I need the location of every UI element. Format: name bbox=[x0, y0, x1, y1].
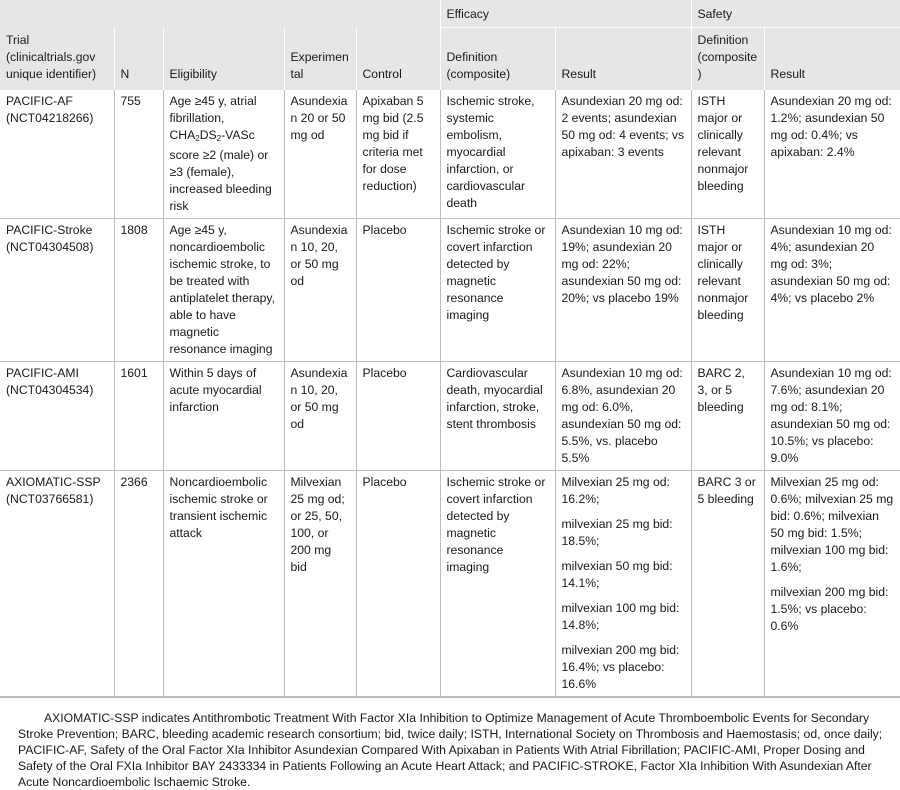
trial-identifier: (NCT03766581) bbox=[6, 492, 94, 506]
cell-safety-definition: ISTH major or clinically relevant nonmajor bleeding bbox=[691, 219, 764, 362]
trial-name: AXIOMATIC-SSP bbox=[6, 475, 101, 489]
cell-efficacy-definition: Cardiovascular death, myocardial infarction, stroke, stent thrombosis bbox=[440, 362, 555, 471]
header-spacer bbox=[0, 0, 440, 28]
cell-safety-result bbox=[764, 471, 900, 697]
footnote-text: AXIOMATIC-SSP indicates Antithrombotic Treatment With Factor XIa Inhibition to Optimize Management of Acute Thromboembolic Events for Secondary Stroke Prevention; BARC, bleeding academic research consortium; bid, twice daily; ISTH, International Society on Thrombosis and Haemostasis; od, once daily; PACIFIC-AF, Safety of the Oral Factor XIa Inhibitor Asundexian Compared With Apixaban in Patients With Atrial Fibrillation; PACIFIC-AMI, Proper Dosing and Safety of the Oral FXIa Inhibitor BAY 2433334 in Patients Following an Acute Heart Attack; and PACIFIC-STROKE, Factor XIa Inhibition With Asundexian After Acute Noncardioembolic Ischaemic Stroke. bbox=[18, 711, 883, 789]
result-paragraph: Milvexian 25 mg od: 16.2%; bbox=[561, 475, 670, 506]
cell-efficacy-definition: Ischemic stroke, systemic embolism, myocardial infarction, or cardiovascular death bbox=[440, 90, 555, 219]
subscript: 2 bbox=[195, 134, 200, 143]
cell-efficacy-definition: Ischemic stroke or covert infarction detected by magnetic resonance imaging bbox=[440, 471, 555, 697]
cell-trial bbox=[0, 362, 114, 471]
header-safety-result: Result bbox=[764, 28, 900, 91]
trial-name: PACIFIC-Stroke bbox=[6, 223, 93, 237]
cell-experimental: Asundexian 10, 20, or 50 mg od bbox=[284, 362, 356, 471]
result-paragraph: milvexian 200 mg bid: 16.4%; vs placebo: 16.6% bbox=[561, 643, 680, 691]
trial-identifier: (NCT04304534) bbox=[6, 383, 94, 397]
cell-control: Placebo bbox=[356, 471, 440, 697]
cell-safety-result: Asundexian 10 mg od: 7.6%; asundexian 20 mg od: 8.1%; asundexian 50 mg od: 10.5%; vs placebo: 9.0% bbox=[764, 362, 900, 471]
cell-safety-definition: BARC 2, 3, or 5 bleeding bbox=[691, 362, 764, 471]
cell-trial bbox=[0, 471, 114, 697]
table-row bbox=[0, 362, 900, 471]
header-safety: Safety bbox=[691, 0, 900, 28]
header-efficacy: Efficacy bbox=[440, 0, 691, 28]
result-paragraph: milvexian 25 mg bid: 18.5%; bbox=[561, 517, 673, 548]
table-footnote bbox=[0, 697, 900, 790]
eligibility-text: Age ≥45 y, atrial fibrillation, CHA bbox=[169, 94, 257, 142]
result-paragraph: milvexian 100 mg bid: 14.8%; bbox=[561, 601, 680, 632]
cell-experimental: Asundexian 10, 20, or 50 mg od bbox=[284, 219, 356, 362]
cell-safety-definition: ISTH major or clinically relevant nonmajor bleeding bbox=[691, 90, 764, 219]
cell-eligibility: Noncardioembolic ischemic stroke or transient ischemic attack bbox=[163, 471, 284, 697]
header-eligibility: Eligibility bbox=[163, 28, 284, 91]
cell-efficacy-result: Asundexian 10 mg od: 6.8%, asundexian 20 mg od: 6.0%, asundexian 50 mg od: 5.5%, vs. placebo 5.5% bbox=[555, 362, 691, 471]
cell-n: 1808 bbox=[114, 219, 163, 362]
cell-safety-result: Asundexian 20 mg od: 1.2%; asundexian 50 mg od: 0.4%; vs apixaban: 2.4% bbox=[764, 90, 900, 219]
table-header bbox=[0, 0, 900, 90]
cell-eligibility bbox=[163, 90, 284, 219]
cell-efficacy-result bbox=[555, 471, 691, 697]
header-experimental: Experimental bbox=[284, 28, 356, 91]
cell-eligibility: Within 5 days of acute myocardial infarction bbox=[163, 362, 284, 471]
cell-efficacy-definition: Ischemic stroke or covert infarction detected by magnetic resonance imaging bbox=[440, 219, 555, 362]
header-efficacy-definition: Definition (composite) bbox=[440, 28, 555, 91]
subscript: 2 bbox=[216, 134, 222, 143]
cell-control: Apixaban 5 mg bid (2.5 mg bid if criteria met for dose reduction) bbox=[356, 90, 440, 219]
cell-eligibility: Age ≥45 y, noncardioembolic ischemic stroke, to be treated with antiplatelet therapy, able to have magnetic resonance imaging bbox=[163, 219, 284, 362]
header-trial: Trial (clinicaltrials.gov unique identifier) bbox=[0, 28, 114, 91]
cell-n: 755 bbox=[114, 90, 163, 219]
trial-identifier: (NCT04218266) bbox=[6, 111, 94, 125]
result-paragraph: Milvexian 25 mg od: 0.6%; milvexian 25 mg bid: 0.6%; milvexian 50 mg bid: 1.5%; milvexian 100 mg bid: 1.6%; bbox=[770, 475, 894, 574]
trial-name: PACIFIC-AF bbox=[6, 94, 73, 108]
cell-efficacy-result: Asundexian 20 mg od: 2 events; asundexian 50 mg od: 4 events; vs apixaban: 3 events bbox=[555, 90, 691, 219]
cell-experimental: Asundexian 20 or 50 mg od bbox=[284, 90, 356, 219]
result-paragraph: milvexian 200 mg bid: 1.5%; vs placebo: 0.6% bbox=[770, 585, 889, 633]
table-row bbox=[0, 90, 900, 219]
eligibility-text: -VASc score ≥2 (male) or ≥3 (female), increased bleeding risk bbox=[169, 128, 272, 213]
result-paragraph: milvexian 50 mg bid: 14.1%; bbox=[561, 559, 673, 590]
header-safety-definition: Definition (composite) bbox=[691, 28, 764, 91]
trial-identifier: (NCT04304508) bbox=[6, 240, 94, 254]
cell-n: 2366 bbox=[114, 471, 163, 697]
table-row bbox=[0, 219, 900, 362]
cell-experimental: Milvexian 25 mg od; or 25, 50, 100, or 200 mg bid bbox=[284, 471, 356, 697]
cell-n: 1601 bbox=[114, 362, 163, 471]
cell-trial bbox=[0, 219, 114, 362]
cell-control: Placebo bbox=[356, 219, 440, 362]
trial-name: PACIFIC-AMI bbox=[6, 366, 79, 380]
eligibility-text: DS bbox=[199, 128, 217, 142]
cell-safety-result: Asundexian 10 mg od: 4%; asundexian 20 mg od: 3%; asundexian 50 mg od: 4%; vs placebo 2% bbox=[764, 219, 900, 362]
cell-efficacy-result: Asundexian 10 mg od: 19%; asundexian 20 mg od: 22%; asundexian 50 mg od: 20%; vs placebo 19% bbox=[555, 219, 691, 362]
header-efficacy-result: Result bbox=[555, 28, 691, 91]
header-n: N bbox=[114, 28, 163, 91]
cell-control: Placebo bbox=[356, 362, 440, 471]
cell-trial bbox=[0, 90, 114, 219]
header-control: Control bbox=[356, 28, 440, 91]
table-row bbox=[0, 471, 900, 697]
cell-safety-definition: BARC 3 or 5 bleeding bbox=[691, 471, 764, 697]
